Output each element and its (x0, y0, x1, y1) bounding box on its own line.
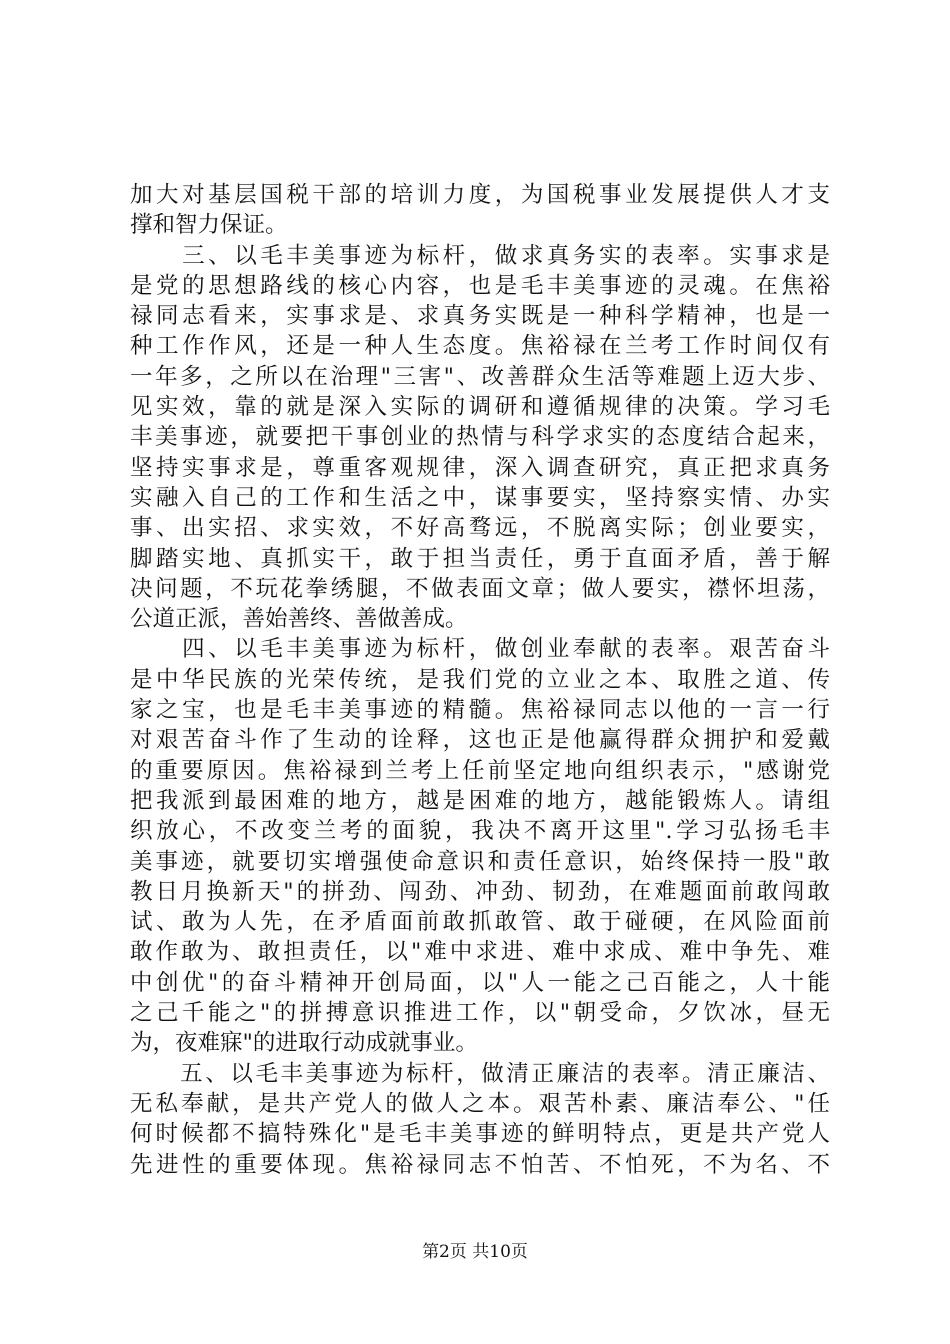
text-line: 撑和智力保证。 (130, 212, 288, 239)
text-line: 织放心，不改变兰考的面貌，我决不离开这里".学习弘扬毛丰 (130, 818, 830, 845)
text-line: 坚持实事求是，尊重客观规律，深入调查研究，真正把求真务 (130, 454, 830, 481)
text-line: 种工作作风，还是一种人生态度。焦裕禄在兰考工作时间仅有 (130, 333, 830, 360)
text-line: 中创优"的奋斗精神开创局面，以"人一能之己百能之，人十能 (130, 969, 830, 996)
text-line: 禄同志看来，实事求是、求真务实既是一种科学精神，也是一 (130, 303, 830, 330)
text-line: 一年多，之所以在治理"三害"、改善群众生活等难题上迈大步、 (130, 363, 830, 390)
text-line: 教日月换新天"的拼劲、闯劲、冲劲、韧劲，在难题面前敢闯敢 (130, 878, 830, 905)
page-footer: 第2页 共10页 (422, 1242, 528, 1262)
text-line: 美事迹，就要切实增强使命意识和责任意识，始终保持一股"敢 (130, 848, 830, 875)
text-line: 三、以毛丰美事迹为标杆，做求真务实的表率。实事求是 (130, 242, 830, 269)
text-line: 试、敢为人先，在矛盾面前敢抓敢管、敢于碰硬，在风险面前 (130, 909, 830, 936)
text-line: 脚踏实地、真抓实干，敢于担当责任，勇于直面矛盾，善于解 (130, 545, 830, 572)
text-line: 对艰苦奋斗作了生动的诠释，这也正是他赢得群众拥护和爱戴 (130, 727, 830, 754)
text-line: 把我派到最困难的地方，越是困难的地方，越能锻炼人。请组 (130, 787, 830, 814)
body-text (130, 180, 830, 1180)
text-line: 敢作敢为、敢担责任，以"难中求进、难中求成、难中争先、难 (130, 939, 830, 966)
text-line: 是党的思想路线的核心内容，也是毛丰美事迹的灵魂。在焦裕 (130, 272, 830, 299)
text-line: 无私奉献，是共产党人的做人之本。艰苦朴素、廉洁奉公、"任 (130, 1090, 830, 1117)
text-line: 事、出实招、求实效，不好高骛远，不脱离实际；创业要实， (130, 515, 830, 542)
text-line: 见实效，靠的就是深入实际的调研和遵循规律的决策。学习毛 (130, 394, 830, 421)
text-line: 决问题，不玩花拳绣腿，不做表面文章；做人要实，襟怀坦荡， (130, 575, 830, 602)
text-line: 公道正派，善始善终、善做善成。 (130, 606, 468, 633)
text-line: 之己千能之"的拼搏意识推进工作，以"朝受命，夕饮冰，昼无 (130, 1000, 830, 1027)
text-line: 实融入自己的工作和生活之中，谋事要实，坚持察实情、办实 (130, 484, 830, 511)
text-line: 先进性的重要体现。焦裕禄同志不怕苦、不怕死，不为名、不 (130, 1151, 830, 1178)
text-line: 丰美事迹，就要把干事创业的热情与科学求实的态度结合起来， (130, 424, 830, 451)
text-line: 的重要原因。焦裕禄到兰考上任前坚定地向组织表示，"感谢党 (130, 757, 830, 784)
text-line: 四、以毛丰美事迹为标杆，做创业奉献的表率。艰苦奋斗 (130, 636, 830, 663)
text-line: 是中华民族的光荣传统，是我们党的立业之本、取胜之道、传 (130, 666, 830, 693)
text-line: 加大对基层国税干部的培训力度，为国税事业发展提供人才支 (130, 182, 830, 208)
text-line: 五、以毛丰美事迹为标杆，做清正廉洁的表率。清正廉洁、 (130, 1060, 830, 1087)
text-line: 家之宝，也是毛丰美事迹的精髓。焦裕禄同志以他的一言一行 (130, 697, 830, 724)
text-line: 何时候都不搞特殊化"是毛丰美事迹的鲜明特点，更是共产党人 (130, 1121, 830, 1148)
text-line: 为，夜难寐"的进取行动成就事业。 (130, 1030, 478, 1057)
